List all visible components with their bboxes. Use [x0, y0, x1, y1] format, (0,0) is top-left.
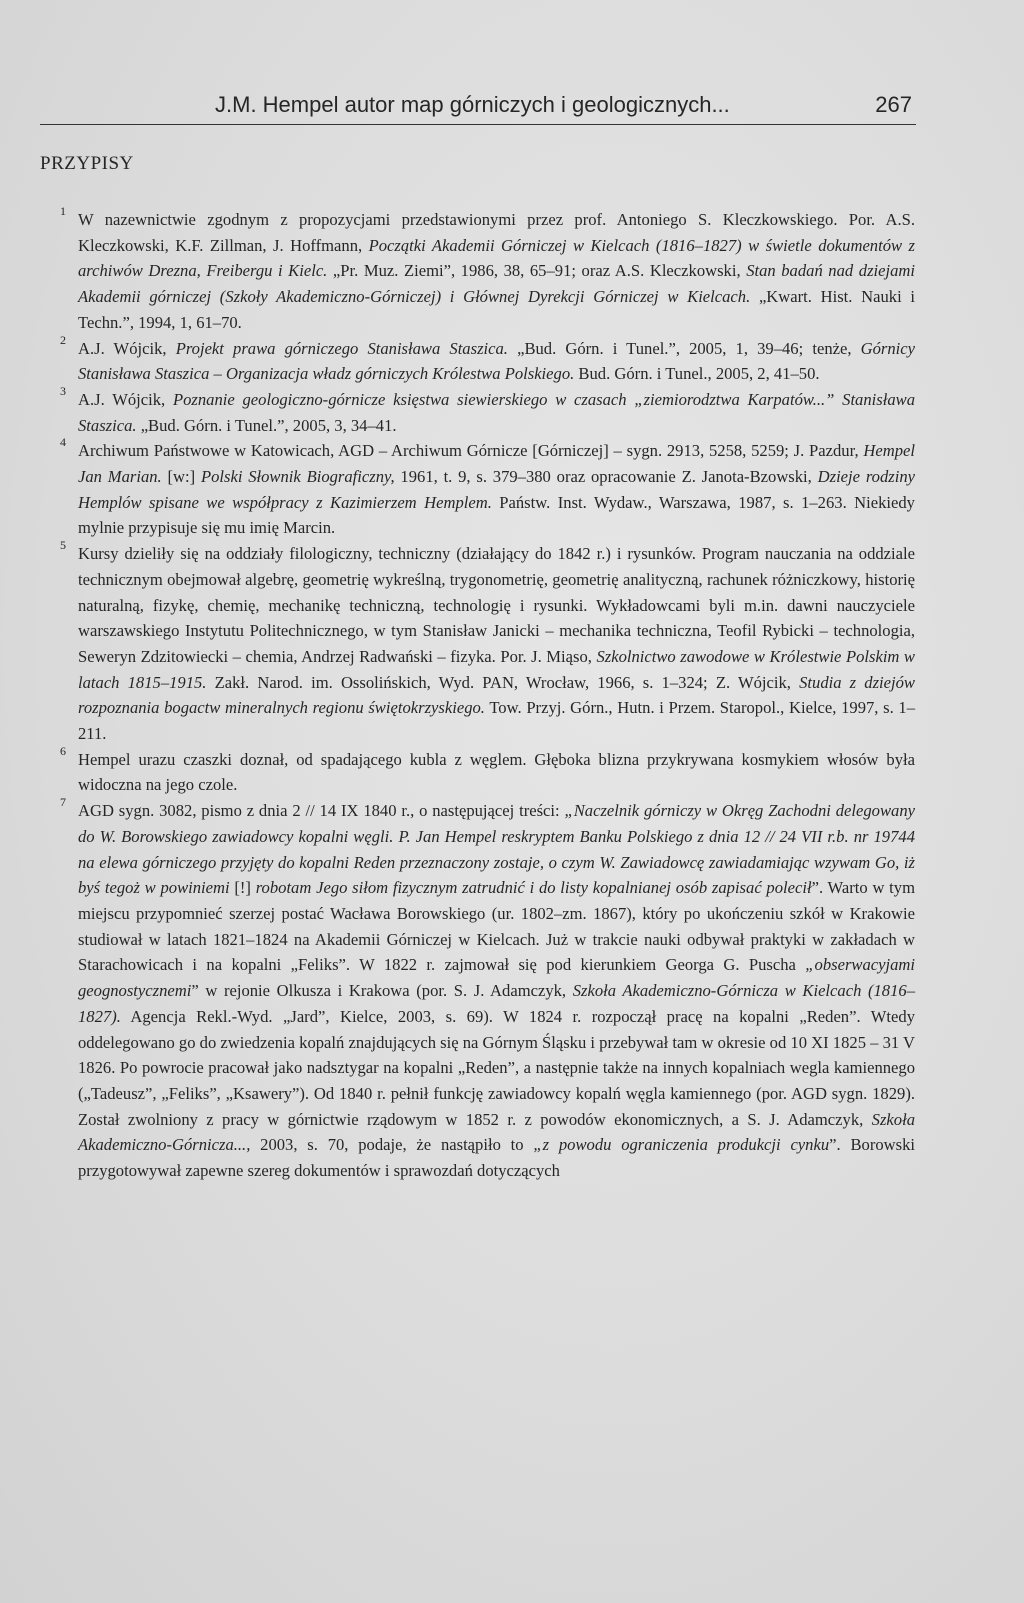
footnote-text: W nazewnictwie zgodnym z propozycjami przedstawionymi przez prof. Antoniego S. Kleczkowskiego. Por. A.S. Kleczkowski, K.F. Zillman, J. Hoffmann,	[78, 210, 915, 255]
footnote-2	[60, 332, 916, 387]
footnote-title-text: „Naczelnik górniczy w Okręg Zachodni delegowany do W. Borowskiego zawiadowcy kopalni węgli. P. Jan Hempel reskryptem Banku Polskiego z dnia 12 // 24 VII r.b. nr 19744 na elewa górniczego przyjęty do kopalni Reden przeznaczony zostaje, o czym W. Zawiadowcę zawiadamiając wzywam Go, iż byś tegoż w powiniemi	[78, 801, 915, 898]
footnote-number: 1	[60, 204, 66, 218]
footnote-text: Agencja Rekl.-Wyd. „Jard”, Kielce, 2003, s. 69). W 1824 r. rozpoczął pracę na kopalni „Reden”. Wtedy oddelegowano go do zwiedzenia kopalń znajdujących się na Górnym Śląsku i przebywał tam w okresie od 10 XI 1825 – 31 V 1826. Po powrocie pracował jako nadsztygar na kopalni „Reden”, a następnie także na innych kopalniach wegla kamiennego („Tadeusz”, „Feliks”, „Ksawery”). Od 1840 r. pełnił funkcję zawiadowcy kopalń węgla kamiennego (por. AGD sygn. 1829). Został zwolniony z pracy w górnictwie rządowym w 1852 r. z powodów ekonomicznych, a S. J. Adamczyk,	[78, 1006, 916, 1129]
footnotes-list	[60, 204, 916, 1184]
footnote-text: Bud. Górn. i Tunel., 2005, 2, 41–50.	[574, 364, 820, 384]
footnote-4	[60, 435, 915, 541]
footnote-title-text: „z powodu ograniczenia produkcji cynku	[533, 1135, 830, 1155]
section-title: PRZYPISY	[40, 153, 134, 174]
footnote-text: Zakł. Narod. im. Ossolińskich, Wyd. PAN, Wrocław, 1966, s. 1–324; Z. Wójcik,	[206, 672, 800, 692]
page-number: 267	[875, 92, 912, 117]
footnote-number: 6	[60, 743, 66, 758]
header-rule	[40, 124, 916, 125]
footnote-6	[60, 743, 915, 798]
footnote-text: „Pr. Muz. Ziemi”, 1986, 38, 65–91; oraz A.S. Kleczkowski,	[327, 261, 747, 281]
footnote-text: 2003, s. 70, podaje, że nastąpiło to	[250, 1135, 534, 1155]
running-title: J.M. Hempel autor map górniczych i geologicznych...	[215, 92, 730, 117]
footnote-text: ” w rejonie Olkusza i Krakowa (por. S. J. Adamczyk,	[191, 981, 573, 1001]
footnote-title-text: robotam Jego siłom fizycznym zatrudnić i do listy kopalnianej osób zapisać polecił	[255, 878, 812, 898]
footnote-number: 2	[60, 332, 66, 347]
footnote-number: 7	[60, 795, 66, 810]
footnote-title-text: Szkoła Akademiczno-Górnicza...,	[78, 1109, 915, 1155]
footnote-title-text: „obserwacyjami geognostycznemi	[78, 955, 915, 1001]
footnote-text: ”. Warto w tym miejscu przypomnieć szerzej postać Wacława Borowskiego (ur. 1802–zm. 1867), który po ukończeniu szkół w Krakowie studiował w latach 1821–1824 na Akademii Górniczej w Kielcach. Już w trakcie nauki odbywał praktyki w zakładach w Starachowicach i na kopalni „Feliks”. W 1822 r. zajmował się pod kierunkiem Georga G. Puscha	[78, 878, 915, 975]
footnote-title-text: Projekt prawa górniczego Stanisława Staszica.	[175, 338, 508, 358]
footnote-text: [!]	[229, 878, 256, 898]
footnote-text: [w:]	[161, 467, 201, 487]
footnote-text: Kursy dzieliły się na oddziały filologiczny, techniczny (działający do 1842 r.) i rysunków. Program nauczania na oddziale technicznym obejmował algebrę, geometrię wykreślną, trygonometrię, geometrię analityczną, rachunek różniczkowy, historię naturalną, fizykę, chemię, mechanikę techniczną, technologię i rysunki. Wykładowcami byli m.in. dawni nauczyciele warszawskiego Instytutu Politechnicznego, w tym Stanisław Janicki – mechanika techniczna, Teofil Rybicki – technologia, Seweryn Zdzitowiecki – chemia, Andrzej Radwański – fizyka. Por. J. Miąso,	[78, 544, 915, 666]
footnote-text: A.J. Wójcik,	[78, 338, 176, 358]
footnote-title-text: Stan badań nad dziejami Akademii górniczej (Szkoły Akademiczno-Górniczej) i Głównej Dyrekcji Górniczej w Kielcach.	[78, 261, 915, 307]
footnote-5	[60, 538, 916, 747]
footnote-title-text: Górnicy Stanisława Staszica – Organizacja władz górniczych Królestwa Polskiego.	[78, 338, 916, 384]
footnote-title-text: Szkoła Akademiczno-Górnicza w Kielcach (1816–1827).	[78, 981, 915, 1026]
footnote-title-text: Poznanie geologiczno-górnicze księstwa siewierskiego w czasach „ziemiorodztwa Karpatów...” Stanisława Staszica.	[78, 389, 915, 435]
footnote-title-text: Początki Akademii Górniczej w Kielcach (1816–1827) w świetle dokumentów z archiwów Drezna, Freibergu i Kielc.	[78, 235, 915, 281]
footnote-title-text: Studia z dziejów rozpoznania bogactw mineralnych regionu świętokrzyskiego.	[78, 672, 915, 718]
footnote-text: „Bud. Górn. i Tunel.”, 2005, 1, 39–46; tenże,	[507, 338, 861, 358]
footnote-text: ”. Borowski przygotowywał zapewne szereg dokumentów i sprawozdań dotyczących	[78, 1135, 915, 1181]
footnote-3	[60, 383, 915, 438]
page-header	[40, 86, 916, 124]
footnote-text: 1961, t. 9, s. 379–380 oraz opracowanie Z. Janota-Bzowski,	[394, 467, 818, 487]
footnote-7	[60, 795, 916, 1184]
footnote-title-text: Hempel Jan Marian.	[78, 441, 915, 487]
footnote-text: Hempel urazu czaszki doznał, od spadającego kubla z węglem. Głęboka blizna przykrywana kosmykiem włosów była widoczna na jego czole.	[78, 749, 915, 795]
footnote-number: 4	[60, 435, 66, 450]
footnote-text: Tow. Przyj. Górn., Hutn. i Przem. Staropol., Kielce, 1997, s. 1–211.	[78, 698, 916, 744]
footnote-title-text: Szkolnictwo zawodowe w Królestwie Polskim w latach 1815–1915.	[78, 646, 916, 692]
footnote-number: 3	[60, 383, 66, 398]
footnote-title-text: Polski Słownik Biograficzny,	[200, 467, 395, 487]
footnote-title-text: Dzieje rodziny Hemplów spisane we współpracy z Kazimierzem Hemplem.	[78, 467, 915, 512]
footnote-text: „Bud. Górn. i Tunel.”, 2005, 3, 34–41.	[136, 415, 397, 435]
footnote-text: AGD sygn. 3082, pismo z dnia 2 // 14 IX 1840 r., o następującej treści:	[78, 801, 565, 821]
footnote-text: Państw. Inst. Wydaw., Warszawa, 1987, s. 1–263. Niekiedy mylnie przypisuje się mu imię Marcin.	[78, 492, 915, 538]
footnote-text: „Kwart. Hist. Nauki i Techn.”, 1994, 1, 61–70.	[78, 287, 915, 332]
footnote-1	[60, 204, 915, 336]
footnote-text: Archiwum Państwowe w Katowicach, AGD – Archiwum Górnicze [Górniczej] – sygn. 2913, 5258, 5259; J. Pazdur,	[78, 441, 864, 461]
footnote-number: 5	[60, 538, 66, 553]
footnote-text: A.J. Wójcik,	[78, 389, 173, 409]
